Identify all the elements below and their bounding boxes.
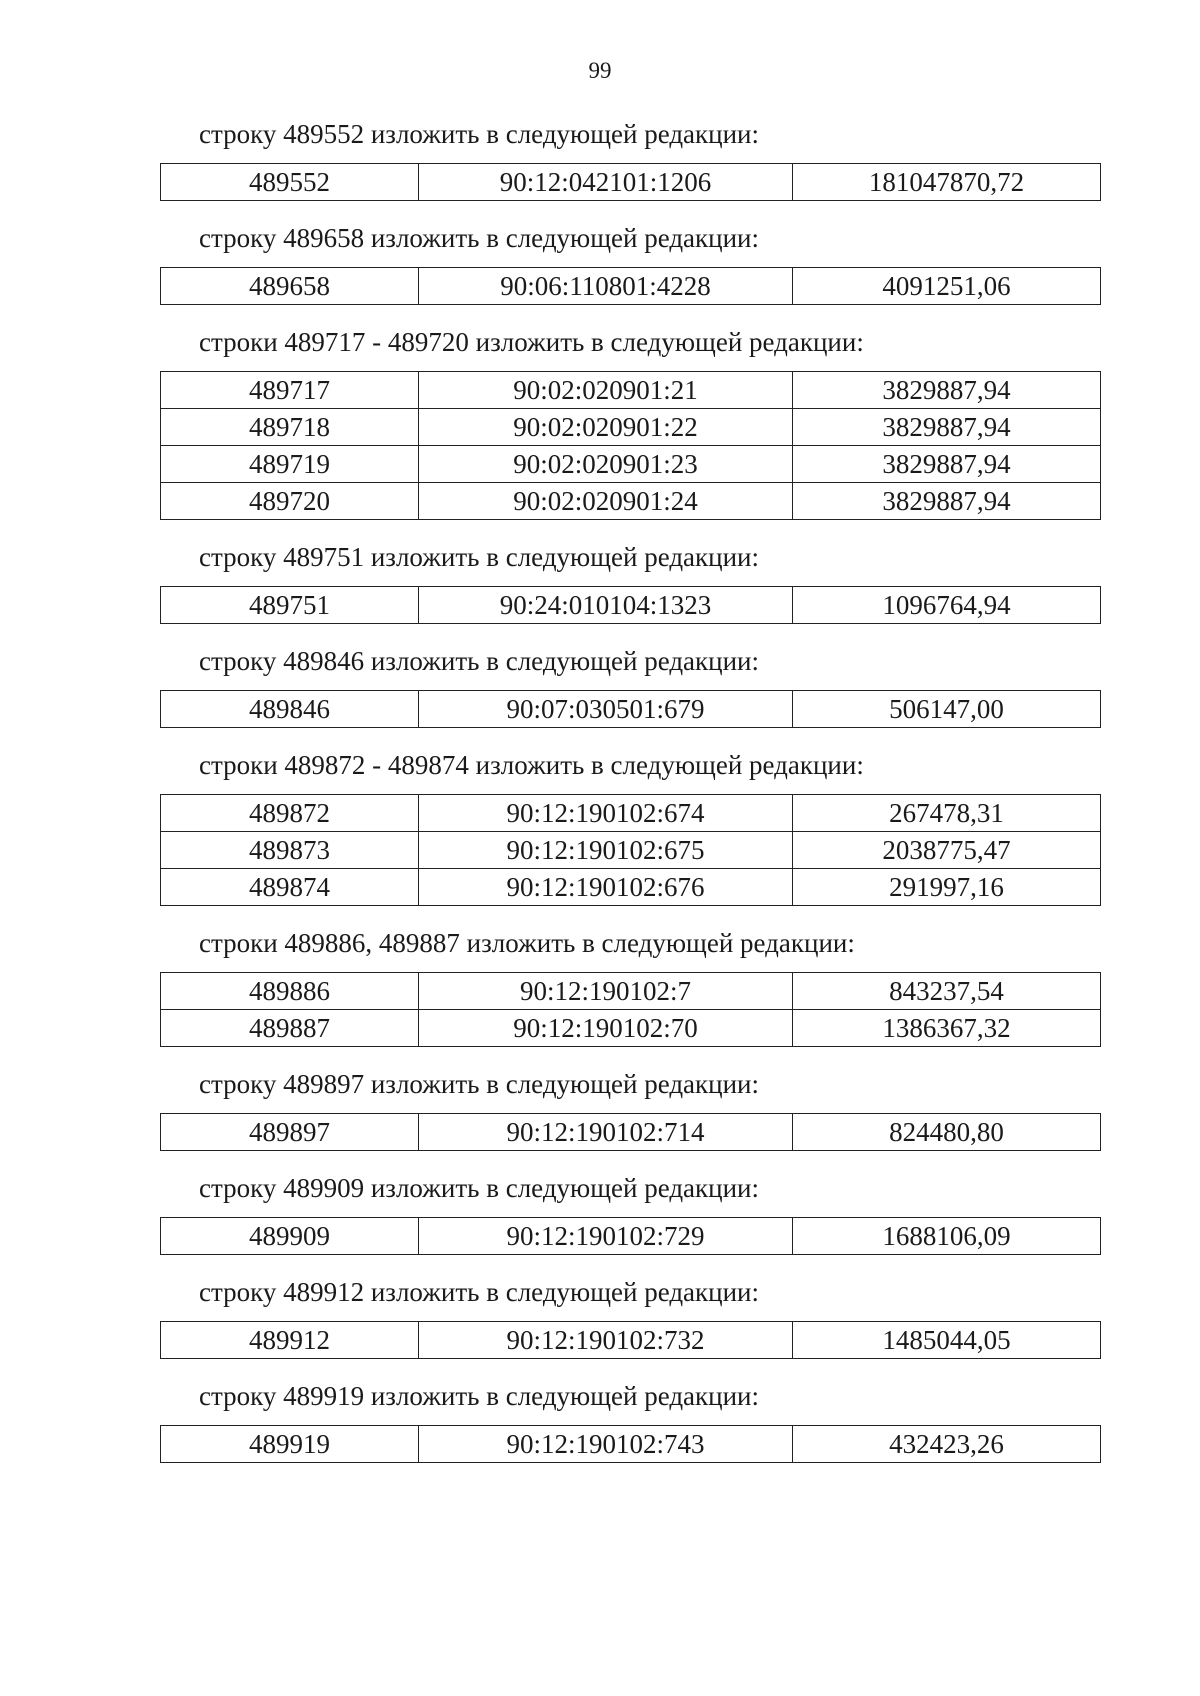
table-row	[161, 691, 1101, 728]
cadastral-number-cell: 90:12:190102:732	[419, 1322, 793, 1359]
amendment-section	[160, 1170, 1100, 1255]
cadastral-number-cell: 90:12:190102:7	[419, 973, 793, 1010]
value-cell: 1688106,09	[793, 1218, 1101, 1255]
amendment-section	[160, 116, 1100, 201]
row-number-cell: 489751	[161, 587, 419, 624]
row-number-cell: 489720	[161, 483, 419, 520]
amendment-section	[160, 1378, 1100, 1463]
page-number: 99	[588, 58, 612, 83]
row-number-cell: 489552	[161, 164, 419, 201]
cadastral-number-cell: 90:12:190102:674	[419, 795, 793, 832]
value-cell: 506147,00	[793, 691, 1101, 728]
amendment-instruction: строки 489717 - 489720 изложить в следующей редакции:	[199, 327, 864, 357]
cadastral-number-cell: 90:02:020901:23	[419, 446, 793, 483]
value-cell: 3829887,94	[793, 446, 1101, 483]
row-number-cell: 489887	[161, 1010, 419, 1047]
value-cell: 1386367,32	[793, 1010, 1101, 1047]
row-number-cell: 489886	[161, 973, 419, 1010]
row-number-cell: 489846	[161, 691, 419, 728]
cadastral-number-cell: 90:02:020901:21	[419, 372, 793, 409]
value-cell: 432423,26	[793, 1426, 1101, 1463]
cadastral-number-cell: 90:12:190102:743	[419, 1426, 793, 1463]
cadastral-number-cell: 90:06:110801:4228	[419, 268, 793, 305]
table-row	[161, 832, 1101, 869]
cadastral-number-cell: 90:12:190102:675	[419, 832, 793, 869]
value-cell: 1096764,94	[793, 587, 1101, 624]
amendment-table	[160, 1321, 1101, 1359]
table-row	[161, 446, 1101, 483]
amendment-section	[160, 925, 1100, 1047]
row-number-cell: 489873	[161, 832, 419, 869]
amendment-table	[160, 794, 1101, 906]
value-cell: 267478,31	[793, 795, 1101, 832]
cadastral-number-cell: 90:07:030501:679	[419, 691, 793, 728]
amendment-table	[160, 1425, 1101, 1463]
table-row	[161, 795, 1101, 832]
row-number-cell: 489909	[161, 1218, 419, 1255]
amendment-instruction: строку 489751 изложить в следующей редакции:	[199, 542, 760, 572]
amendment-section	[160, 220, 1100, 305]
table-row	[161, 869, 1101, 906]
amendment-table	[160, 972, 1101, 1047]
amendment-section	[160, 1274, 1100, 1359]
row-number-cell: 489718	[161, 409, 419, 446]
amendment-instruction: строки 489886, 489887 изложить в следующей редакции:	[199, 928, 855, 958]
amendment-section	[160, 324, 1100, 520]
row-number-cell: 489897	[161, 1114, 419, 1151]
amendment-section	[160, 747, 1100, 906]
amendment-instruction: строку 489912 изложить в следующей редакции:	[199, 1277, 760, 1307]
amendment-instruction: строку 489552 изложить в следующей редакции:	[199, 119, 760, 149]
cadastral-number-cell: 90:24:010104:1323	[419, 587, 793, 624]
table-row	[161, 483, 1101, 520]
value-cell: 843237,54	[793, 973, 1101, 1010]
table-row	[161, 1010, 1101, 1047]
amendment-table	[160, 690, 1101, 728]
cadastral-number-cell: 90:12:190102:714	[419, 1114, 793, 1151]
table-row	[161, 372, 1101, 409]
table-row	[161, 268, 1101, 305]
value-cell: 291997,16	[793, 869, 1101, 906]
row-number-cell: 489719	[161, 446, 419, 483]
amendment-instruction: строки 489872 - 489874 изложить в следующей редакции:	[199, 750, 864, 780]
table-row	[161, 1322, 1101, 1359]
cadastral-number-cell: 90:12:190102:676	[419, 869, 793, 906]
value-cell: 3829887,94	[793, 372, 1101, 409]
row-number-cell: 489912	[161, 1322, 419, 1359]
cadastral-number-cell: 90:12:190102:70	[419, 1010, 793, 1047]
value-cell: 3829887,94	[793, 409, 1101, 446]
row-number-cell: 489919	[161, 1426, 419, 1463]
amendment-table	[160, 586, 1101, 624]
cadastral-number-cell: 90:12:042101:1206	[419, 164, 793, 201]
amendment-table	[160, 1217, 1101, 1255]
table-row	[161, 587, 1101, 624]
amendment-instruction: строку 489909 изложить в следующей редакции:	[199, 1173, 760, 1203]
value-cell: 2038775,47	[793, 832, 1101, 869]
amendment-table	[160, 267, 1101, 305]
amendment-section	[160, 1066, 1100, 1151]
value-cell: 824480,80	[793, 1114, 1101, 1151]
value-cell: 3829887,94	[793, 483, 1101, 520]
table-row	[161, 1218, 1101, 1255]
amendment-table	[160, 1113, 1101, 1151]
table-row	[161, 409, 1101, 446]
row-number-cell: 489874	[161, 869, 419, 906]
value-cell: 181047870,72	[793, 164, 1101, 201]
amendment-instruction: строку 489846 изложить в следующей редакции:	[199, 646, 760, 676]
amendment-section	[160, 643, 1100, 728]
amendment-table	[160, 163, 1101, 201]
cadastral-number-cell: 90:02:020901:22	[419, 409, 793, 446]
value-cell: 1485044,05	[793, 1322, 1101, 1359]
cadastral-number-cell: 90:12:190102:729	[419, 1218, 793, 1255]
table-row	[161, 1114, 1101, 1151]
table-row	[161, 973, 1101, 1010]
amendment-table	[160, 371, 1101, 520]
table-row	[161, 1426, 1101, 1463]
table-row	[161, 164, 1101, 201]
row-number-cell: 489658	[161, 268, 419, 305]
amendment-instruction: строку 489919 изложить в следующей редакции:	[199, 1381, 760, 1411]
value-cell: 4091251,06	[793, 268, 1101, 305]
cadastral-number-cell: 90:02:020901:24	[419, 483, 793, 520]
document-body	[160, 116, 1100, 1482]
row-number-cell: 489717	[161, 372, 419, 409]
amendment-instruction: строку 489658 изложить в следующей редакции:	[199, 223, 760, 253]
row-number-cell: 489872	[161, 795, 419, 832]
amendment-section	[160, 539, 1100, 624]
amendment-instruction: строку 489897 изложить в следующей редакции:	[199, 1069, 760, 1099]
